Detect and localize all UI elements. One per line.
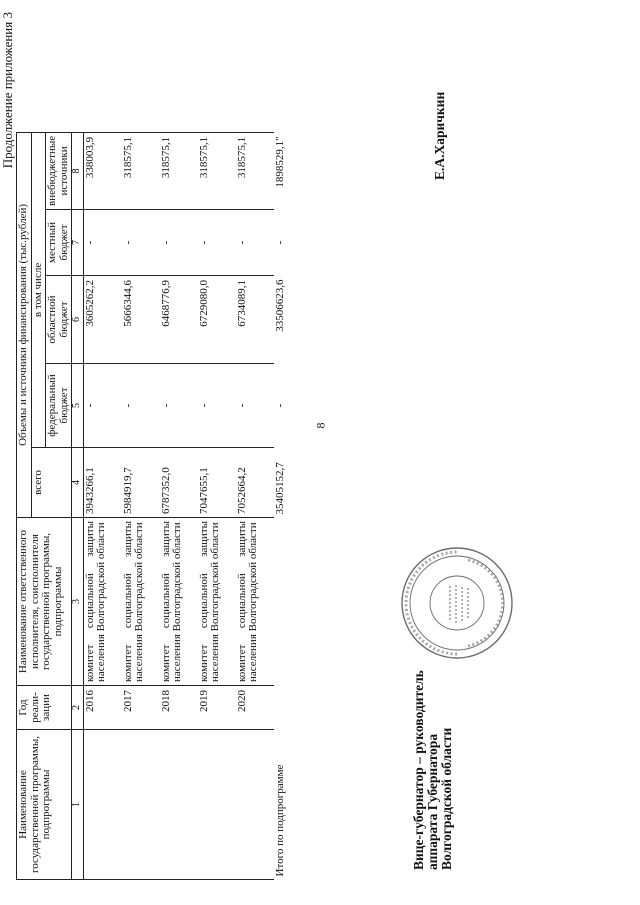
row-year: 2017 [122, 686, 160, 730]
total-row [274, 132, 298, 879]
table-row [122, 132, 160, 879]
row-federal: - [236, 364, 274, 448]
row-regional: 3605262,2 [83, 276, 122, 364]
row-federal: - [198, 364, 236, 448]
page-number: 8 [313, 422, 328, 429]
continuation-note: Продолжение приложения 3 [0, 12, 15, 169]
signature-block [412, 670, 455, 870]
header-total: всего [31, 448, 72, 518]
row-local: - [236, 210, 274, 276]
total-extra: 1898529,1" [273, 136, 286, 188]
total-sum: 35405152,7 [273, 462, 286, 515]
row-federal: - [83, 364, 122, 448]
row-extra: 318575,1 [236, 132, 274, 209]
column-number: 8 [72, 132, 84, 209]
row-regional: 5666344,6 [122, 276, 160, 364]
signature-title-line1: Вице-губернатор – руководитель [411, 670, 426, 870]
row-extra: 338003,9 [83, 132, 122, 209]
header-funding: Объемы и источники финансирования (тыс.рублей) [17, 132, 32, 517]
total-regional: 33506623,6 [273, 279, 286, 332]
table-row [160, 132, 198, 879]
table-row [198, 132, 236, 879]
row-year: 2020 [236, 686, 274, 730]
header-including: в том числе [31, 132, 46, 447]
header-extra: внебюджетные источники [46, 132, 72, 209]
total-label: Итого по подпрограмме [273, 764, 286, 877]
header-year: Год реали-зации [17, 686, 72, 730]
row-executor: комитет социальной защиты населения Волгоградской области [122, 518, 160, 686]
row-executor: комитет социальной защиты населения Волгоградской области [160, 518, 198, 686]
row-regional: 6729080,0 [198, 276, 236, 364]
row-year: 2016 [83, 686, 122, 730]
column-number: 7 [72, 210, 84, 276]
signer-name: Е.А.Харичкин [432, 91, 447, 180]
column-number: 1 [72, 730, 84, 880]
header-program-name: Наименование государственной программы, подпрограммы [17, 730, 72, 880]
column-number: 3 [72, 518, 84, 686]
row-total: 7052664,2 [236, 448, 274, 518]
row-executor: комитет социальной защиты населения Волгоградской области [83, 518, 122, 686]
rotated-page-content [0, 10, 630, 880]
row-total: 6787352,0 [160, 448, 198, 518]
official-seal-stamp [398, 538, 516, 668]
header-executor: Наименование ответственного исполнителя, соисполнителя государственной программы, подпрограммы [17, 518, 72, 686]
row-total: 3943266,1 [83, 448, 122, 518]
row-regional: 6468776,9 [160, 276, 198, 364]
row-extra: 318575,1 [198, 132, 236, 209]
row-year: 2018 [160, 686, 198, 730]
row-regional: 6734089,1 [236, 276, 274, 364]
table-row [83, 132, 122, 879]
signature-title-line2: аппарата Губернатора [425, 733, 441, 870]
row-local: - [122, 210, 160, 276]
row-local: - [160, 210, 198, 276]
header-regional: областной бюджет [46, 276, 72, 364]
financing-table [16, 132, 298, 880]
row-total: 5984919,7 [122, 448, 160, 518]
column-number: 2 [72, 686, 84, 730]
total-federal: - [273, 403, 286, 408]
row-local: - [198, 210, 236, 276]
row-year: 2019 [198, 686, 236, 730]
header-federal: федеральный бюджет [46, 364, 72, 448]
row-extra: 318575,1 [122, 132, 160, 209]
row-federal: - [160, 364, 198, 448]
row-federal: - [122, 364, 160, 448]
row-executor: комитет социальной защиты населения Волгоградской области [236, 518, 274, 686]
table-row [236, 132, 274, 879]
column-number: 4 [72, 448, 84, 518]
column-number: 5 [72, 364, 84, 448]
row-extra: 318575,1 [160, 132, 198, 209]
row-total: 7047655,1 [198, 448, 236, 518]
row-executor: комитет социальной защиты населения Волгоградской области [198, 518, 236, 686]
header-local: местный бюджет [46, 210, 72, 276]
total-local: - [273, 240, 286, 245]
column-number: 6 [72, 276, 84, 364]
signature-title-line3: Волгоградской области [439, 727, 455, 870]
row-local: - [83, 210, 122, 276]
